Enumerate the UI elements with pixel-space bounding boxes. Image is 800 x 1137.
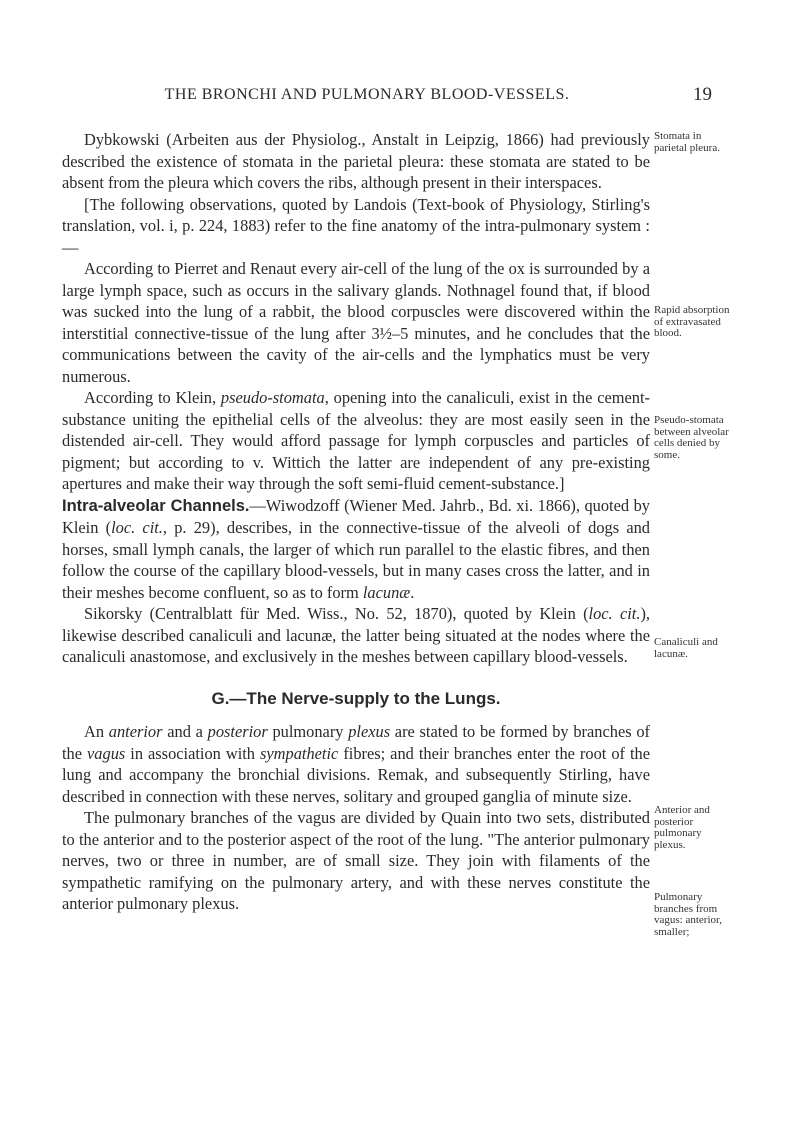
text-run: are stated to be formed by branches of the	[62, 722, 650, 763]
text-run: According to Klein,	[84, 388, 221, 407]
sidenote-plexus: Anterior and posterior pulmonary plexus.	[654, 804, 710, 851]
italic-run: pseudo-stomata	[220, 388, 325, 407]
sidenote-rapid-absorption: Rapid absorption of extravasated blood.	[654, 304, 730, 339]
text-run: —Wiwodzoff (Wiener Med. Jahrb., Bd. xi. 1866), quoted by Klein (	[62, 495, 650, 537]
section-heading-nerve-supply: G.—The Nerve-supply to the Lungs.	[211, 688, 501, 708]
italic-run: vagus	[87, 743, 126, 763]
running-title: THE BRONCHI AND PULMONARY BLOOD-VESSELS.	[164, 86, 570, 103]
text-run: in association with	[125, 743, 261, 763]
paragraph-intra-alveolar	[62, 495, 650, 604]
text-run: , opening into the canaliculi, exist in the cement-substance uniting the epithelial cells of the alveolus: they are most easily seen in the distended air-cell. They would afford passage for lymph corpuscles and particles of pigment; but according to v. Wittich the latter are independent of any pre-existing apertures and make their way through the soft semi-fluid cement-substance.]	[62, 388, 650, 493]
sidenote-canaliculi: Canaliculi and lacunæ.	[654, 636, 718, 660]
italic-run: anterior	[108, 722, 163, 741]
italic-run: loc. cit.	[111, 518, 163, 537]
sidenote-pseudo-stomata: Pseudo-stomata between alveolar cells denied by some.	[654, 414, 729, 461]
paragraph-klein	[62, 387, 650, 495]
text-run: and a	[162, 722, 208, 741]
paragraph-sikorsky	[62, 603, 650, 668]
italic-run: posterior	[207, 722, 268, 741]
paragraph-dybkowski: Dybkowski (Arbeiten aus der Physiolog., Anstalt in Leipzig, 1866) had previously described the existence of stomata in the parietal pleura: these stomata are stated to be absent from the pleura which covers the ribs, although present in their interspaces.	[62, 130, 650, 192]
paragraph-quain: The pulmonary branches of the vagus are divided by Quain into two sets, distributed to the anterior and to the posterior aspect of the root of the lung. "The anterior pulmonary nerves, two or three in number, are of small size. They join with filaments of the sympathetic ramifying on the pulmonary artery, and with these nerves constitute the anterior pulmonary plexus.	[62, 808, 650, 913]
text-run: fibres; and their branches enter the root of the lung and accompany the bronchial divisions. Remak, and subsequently Stirling, have described in connection with these nerves, solitary and grouped ganglia of minute size.	[62, 743, 651, 806]
italic-run: plexus	[348, 722, 391, 741]
body-text	[62, 129, 650, 915]
paragraph-landois: [The following observations, quoted by Landois (Text-book of Physiology, Stirling's translation, vol. i, p. 224, 1883) refer to the fine anatomy of the intra-pulmonary system :—	[62, 194, 650, 257]
sidenote-pulmonary-branches: Pulmonary branches from vagus: anterior, smaller;	[654, 891, 722, 938]
italic-run: sympathetic	[260, 743, 339, 763]
italic-run: lacunæ	[362, 582, 411, 602]
section-heading-intra-alveolar: Intra-alveolar Channels.	[62, 496, 250, 515]
text-run: An	[84, 722, 109, 741]
paragraph-pierret: According to Pierret and Renaut every air-cell of the lung of the ox is surrounded by a large lymph space, such as occurs in the salivary glands. Nothnagel found that, if blood was sucked into the lung of a rabbit, the blood corpuscles were discovered within the interstitial connective-tissue of the lung after 3½–5 minutes, and he concludes that the communications between the cavity of the air-cells and the lymphatics must be very numerous.	[62, 259, 650, 386]
italic-run: loc. cit.	[588, 604, 641, 623]
text-run: .	[410, 582, 415, 602]
text-run: Sikorsky (Centralblatt für Med. Wiss., No. 52, 1870), quoted by Klein (	[84, 604, 589, 623]
text-run: ), likewise described canaliculi and lacunæ, the latter being situated at the nodes where the canaliculi anastomose, and exclusively in the meshes between capillary blood-vessels.	[62, 604, 650, 666]
text-run: pulmonary	[267, 722, 349, 741]
sidenote-stomata: Stomata in parietal pleura.	[654, 130, 720, 154]
page-header	[62, 86, 712, 110]
text-run: , p. 29), describes, in the connective-tissue of the alveoli of dogs and horses, small lymph canals, the larger of which run parallel to the elastic fibres, and then follow the course of the capillary blood-vessels, but in many cases cross the latter, and in their meshes become confluent, so as to form	[62, 518, 650, 602]
page-number: 19	[693, 84, 712, 105]
paragraph-plexus	[62, 721, 650, 807]
